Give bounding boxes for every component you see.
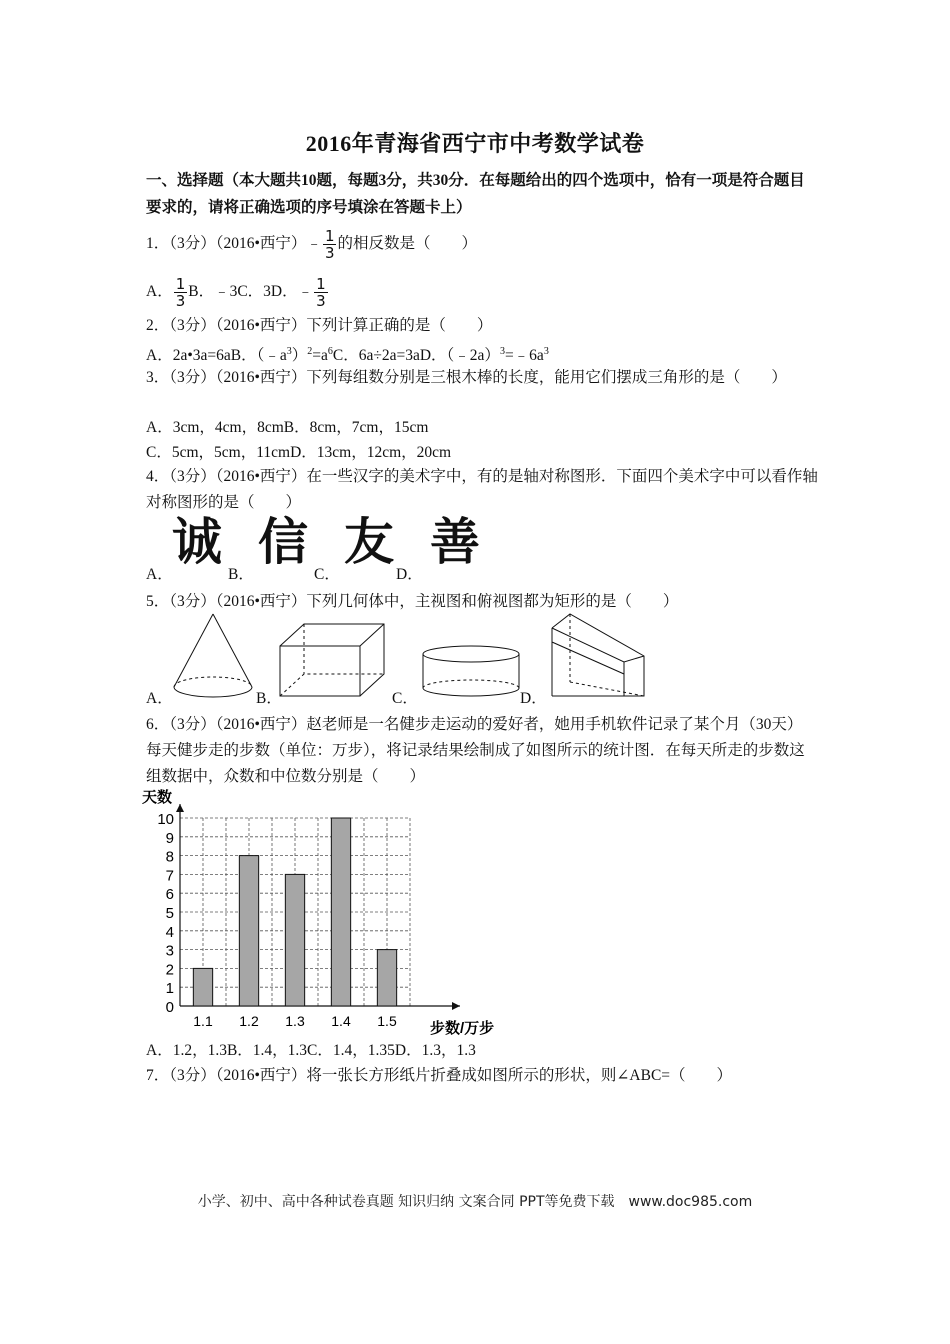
q4-options: [146, 512, 506, 584]
q1-a-den: 3: [175, 292, 186, 310]
q1-option-a-label: A．: [146, 283, 173, 301]
q5-label-d: D．: [520, 690, 547, 707]
x-tick-label: 1.5: [377, 1013, 397, 1029]
question-1: [146, 228, 826, 261]
cone-figure: [174, 614, 252, 697]
page-title: 2016年青海省西宁市中考数学试卷: [305, 131, 645, 156]
q5-label-b: B．: [256, 690, 282, 707]
y-tick-label: 7: [165, 867, 174, 885]
question-2: 2．（3分）（2016•西宁）下列计算正确的是（ ）: [146, 317, 493, 334]
question-3: 3．（3分）（2016•西宁）下列每组数分别是三根木棒的长度，能用它们摆成三角形的是（ ）: [146, 369, 787, 386]
x-axis-label: 步数/万步: [430, 1020, 495, 1037]
y-tick-label: 0: [165, 999, 174, 1016]
q1-fraction: [323, 228, 337, 261]
q1-option-a-fraction: [174, 276, 188, 309]
q2-options: [146, 340, 826, 368]
bar-1.3: [285, 874, 304, 1006]
bar-1.4: [331, 818, 350, 1006]
y-tick-label: 3: [165, 942, 174, 960]
bar-1.5: [377, 950, 396, 1006]
prism-figure: [552, 614, 644, 696]
q2-opt-part1: A．2a•3a=6aB．（﹣a: [146, 347, 287, 365]
y-tick-label: 9: [165, 829, 174, 847]
y-tick-label: 5: [165, 905, 174, 922]
x-tick-label: 1.1: [193, 1013, 213, 1029]
q1-d-den: 3: [316, 292, 326, 310]
q2-sup1: 3: [286, 346, 292, 357]
q4-label-b: B．: [228, 566, 254, 583]
y-tick-label: 6: [165, 886, 174, 904]
q4-label-d: D．: [396, 566, 423, 583]
q2-sup2: 2: [307, 346, 313, 357]
y-tick-label: 2: [165, 961, 174, 979]
q5-label-a: A．: [146, 690, 173, 707]
q3-options-row1: A．3cm，4cm，8cmB．8cm，7cm，15cm: [146, 419, 429, 436]
y-tick-label: 1: [165, 980, 174, 998]
glyph-cheng: 诚: [172, 513, 222, 571]
q1-a-num: 1: [175, 275, 186, 293]
q1-d-num: 1: [316, 275, 326, 293]
bar-1.1: [193, 968, 212, 1006]
x-tick-label: 1.3: [285, 1013, 305, 1029]
q2-sup3: 6: [327, 346, 333, 357]
q5-figures: [146, 612, 666, 708]
question-4: 4．（3分）（2016•西宁）在一些汉字的美术字中，有的是轴对称图形．下面四个美术字中可以看作轴对称图形的是（ ）: [146, 468, 818, 511]
y-tick-label: 4: [165, 923, 174, 941]
glyph-shan: 善: [430, 513, 480, 571]
y-tick-label: 8: [165, 848, 174, 866]
q2-opt-part3: =a: [312, 347, 328, 365]
question-6: 6．（3分）（2016•西宁）赵老师是一名健步走运动的爱好者，她用手机软件记录了某个月（30天）每天健步走的步数（单位：万步），将记录结果绘制成了如图所示的统计图．在每天所走的步数这组数据中，众数和中位数分别是（ ）: [146, 716, 805, 785]
q1-options-mid: B．﹣3C．3D．﹣: [188, 283, 314, 301]
q1-options: [146, 276, 826, 309]
q1-frac-num: 1: [324, 227, 335, 245]
q6-options: A．1.2，1.3B．1.4，1.3C．1.4，1.35D．1.3，1.3: [146, 1042, 476, 1059]
bar-1.2: [239, 856, 258, 1006]
y-axis-arrow: [176, 804, 184, 812]
q1-prefix: 1．（3分）（2016•西宁）﹣: [146, 235, 322, 253]
page-footer: 小学、初中、高中各种试卷真题 知识归纳 文案合同 PPT等免费下载 www.doc985.com: [197, 1194, 753, 1210]
q2-sup4: 3: [499, 346, 505, 357]
q2-sup5: 3: [543, 346, 549, 357]
q1-frac-den: 3: [324, 244, 335, 262]
bar-chart: [140, 786, 495, 1038]
cuboid-figure: [280, 624, 384, 696]
q5-label-c: C．: [392, 690, 418, 707]
x-tick-label: 1.4: [331, 1013, 351, 1029]
cylinder-figure: [423, 646, 519, 696]
x-axis-arrow: [452, 1002, 460, 1010]
q1-option-d-fraction: [314, 276, 328, 309]
glyph-xin: 信: [258, 513, 308, 571]
x-tick-label: 1.2: [239, 1013, 259, 1029]
q4-label-a: A．: [146, 566, 173, 583]
y-tick-label: 10: [157, 811, 174, 828]
q3-options-row2: C．5cm，5cm，11cmD．13cm，12cm，20cm: [146, 444, 452, 461]
y-axis-label: 天数: [142, 789, 173, 806]
section-heading: 一、选择题（本大题共10题，每题3分，共30分．在每题给出的四个选项中，恰有一项是符合题目要求的，请将正确选项的序号填涂在答题卡上）: [146, 172, 805, 216]
question-5: 5．（3分）（2016•西宁）下列几何体中，主视图和俯视图都为矩形的是（ ）: [146, 593, 679, 610]
glyph-you: 友: [344, 513, 394, 571]
q2-opt-part5: =﹣6a: [504, 347, 544, 365]
q1-suffix: 的相反数是（ ）: [337, 235, 477, 253]
q2-opt-part4: C．6a÷2a=3aD．（﹣2a）: [332, 347, 500, 365]
question-7: 7．（3分）（2016•西宁）将一张长方形纸片折叠成如图所示的形状，则∠ABC=（ ）: [146, 1067, 733, 1084]
q2-opt-part2: ）: [291, 347, 308, 365]
q4-label-c: C．: [314, 566, 340, 583]
